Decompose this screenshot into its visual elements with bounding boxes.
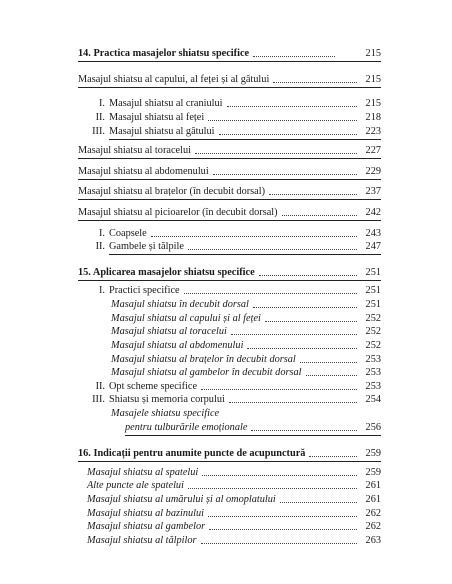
- toc-entry-page: 254: [365, 394, 381, 405]
- toc-entry-number: III.: [92, 126, 105, 137]
- toc-entry-page: 261: [365, 480, 381, 491]
- toc-entry-page: 259: [365, 467, 381, 478]
- leader-dots: [195, 153, 357, 154]
- toc-entry: [78, 298, 381, 311]
- entry-rule: [78, 199, 381, 200]
- entry-rule: [78, 158, 381, 159]
- toc-entry-page: 263: [365, 535, 381, 546]
- leader-dots: [208, 120, 357, 121]
- leader-dots: [309, 456, 357, 457]
- toc-entry-page: 242: [365, 207, 381, 218]
- entry-rule: [109, 254, 381, 255]
- leader-dots: [269, 194, 357, 195]
- entry-rule: [78, 61, 381, 62]
- toc-entry-number: II.: [95, 241, 105, 252]
- toc-entry-number: II.: [95, 112, 105, 123]
- toc-entry-page: 229: [365, 166, 381, 177]
- entry-rule: [78, 179, 381, 180]
- leader-dots: [280, 502, 357, 503]
- leader-dots: [209, 529, 357, 530]
- toc-entry: [78, 507, 381, 520]
- toc-entry-title: Gambele și tălpile: [109, 241, 184, 252]
- toc-entry-title: Masajul shiatsu al capului și al feței: [111, 313, 261, 324]
- leader-dots: [251, 430, 357, 431]
- toc-entry-number: I.: [98, 285, 105, 296]
- leader-dots: [265, 321, 357, 322]
- toc-entry-page: 215: [365, 48, 381, 59]
- toc-entry-page: 253: [365, 367, 381, 378]
- toc-entry: [78, 493, 381, 506]
- entry-rule: [78, 87, 381, 88]
- leader-dots: [306, 375, 358, 376]
- leader-dots: [227, 106, 357, 107]
- toc-entry: [78, 97, 381, 110]
- toc-entry: [78, 479, 381, 492]
- toc-entry-title: Masajul shiatsu al tălpilor: [87, 535, 197, 546]
- toc-entry-title: Masajul shiatsu al picioarelor (în decubit dorsal): [78, 207, 278, 218]
- leader-dots: [188, 488, 357, 489]
- leader-dots: [201, 543, 357, 544]
- toc-entry: [78, 144, 381, 157]
- toc-entry-page: 247: [365, 241, 381, 252]
- toc-entry-page: 251: [365, 267, 381, 278]
- toc-entry: [78, 165, 381, 178]
- toc-entry: [78, 380, 381, 393]
- toc-entry-number: I.: [98, 228, 105, 239]
- toc-entry-page: 251: [365, 299, 381, 310]
- toc-entry: [78, 447, 381, 460]
- toc-entry-title: Masajul shiatsu al gâtului: [109, 126, 215, 137]
- toc-entry-title: Masajul shiatsu al brațelor în decubit dorsal: [111, 354, 296, 365]
- toc-entry-title: Masajul shiatsu al gambelor: [87, 521, 206, 532]
- leader-dots: [247, 348, 357, 349]
- toc-entry-title: Masajul shiatsu al abdomenului: [111, 340, 244, 351]
- toc-entry-page: 262: [365, 521, 381, 532]
- toc-entry-page: 253: [365, 381, 381, 392]
- toc-entry: [78, 366, 381, 379]
- leader-dots: [213, 174, 357, 175]
- leader-dots: [282, 215, 357, 216]
- toc-entry-page: 227: [365, 145, 381, 156]
- leader-dots: [300, 362, 357, 363]
- leader-dots: [253, 56, 335, 57]
- toc-entry-title: pentru tulburările emoționale: [125, 422, 248, 433]
- toc-entry-title: Coapsele: [109, 228, 147, 239]
- leader-dots: [184, 293, 357, 294]
- toc-entry: [78, 421, 381, 434]
- toc-entry-title: Masajul shiatsu al capului, al feței și al gâtului: [78, 74, 270, 85]
- toc-entry-title: Shiatsu și memoria corpului: [109, 394, 225, 405]
- toc-entry-page: 218: [365, 112, 381, 123]
- entry-rule: [78, 280, 381, 281]
- toc-entry-title: Masajul shiatsu al craniului: [109, 98, 223, 109]
- toc-entry: [78, 339, 381, 352]
- leader-dots: [229, 402, 357, 403]
- toc-entry-page: 215: [365, 98, 381, 109]
- toc-entry: [78, 240, 381, 253]
- toc-entry-page: 223: [365, 126, 381, 137]
- toc-entry-title: Masajul shiatsu al umărului și al omoplatului: [87, 494, 276, 505]
- leader-dots: [253, 307, 357, 308]
- leader-dots: [201, 389, 357, 390]
- leader-dots: [273, 82, 357, 83]
- toc-entry: [78, 227, 381, 240]
- toc-entry-page: 253: [365, 354, 381, 365]
- toc-entry: [78, 111, 381, 124]
- toc-entry-page: 251: [365, 285, 381, 296]
- toc-entry-title: Masajele shiatsu specifice: [111, 408, 220, 419]
- toc-entry-page: 237: [365, 186, 381, 197]
- toc-entry: [78, 284, 381, 297]
- toc-entry-title: Masajul shiatsu al spatelui: [87, 467, 199, 478]
- toc-entry-title: Masajul shiatsu în decubit dorsal: [111, 299, 249, 310]
- toc-entry-title: Masajul shiatsu al feței: [109, 112, 205, 123]
- toc-entry: [78, 325, 381, 338]
- entry-rule: [78, 220, 381, 221]
- toc-entry-page: 259: [365, 448, 381, 459]
- toc-entry: [78, 312, 381, 325]
- toc-entry-page: 252: [365, 340, 381, 351]
- toc-entry-title: 16. Indicații pentru anumite puncte de acupunctură: [78, 448, 306, 459]
- toc-entry-title: 14. Practica masajelor shiatsu specifice: [78, 48, 250, 59]
- toc-entry-title: Masajul shiatsu al bazinului: [87, 508, 204, 519]
- toc-entry-page: 261: [365, 494, 381, 505]
- toc-entry-page: 215: [365, 74, 381, 85]
- toc-entry: [78, 73, 381, 86]
- toc-entry: [78, 125, 381, 138]
- toc-entry-title: Masajul shiatsu al gambelor în decubit dorsal: [111, 367, 302, 378]
- toc-entry-page: 252: [365, 326, 381, 337]
- toc-entry-title: Alte puncte ale spatelui: [87, 480, 184, 491]
- leader-dots: [202, 475, 357, 476]
- toc-entry: [78, 407, 381, 420]
- toc-entry: [78, 185, 381, 198]
- toc-entry: [78, 47, 381, 60]
- toc-entry: [78, 206, 381, 219]
- toc-entry-page: 243: [365, 228, 381, 239]
- leader-dots: [188, 249, 357, 250]
- toc-entry-page: 262: [365, 508, 381, 519]
- entry-rule: [78, 461, 381, 462]
- entry-rule: [109, 139, 381, 140]
- leader-dots: [231, 334, 357, 335]
- toc-entry: [78, 353, 381, 366]
- toc-entry-title: Masajul shiatsu al toracelui: [78, 145, 191, 156]
- toc-entry: [78, 393, 381, 406]
- toc-entry-title: 15. Aplicarea masajelor shiatsu specifice: [78, 267, 255, 278]
- toc-entry: [78, 534, 381, 547]
- toc-entry-number: II.: [95, 381, 105, 392]
- toc-entry-number: III.: [92, 394, 105, 405]
- toc-entry: [78, 466, 381, 479]
- toc-entry: [78, 520, 381, 533]
- toc-entry-title: Masajul shiatsu al toracelui: [111, 326, 227, 337]
- toc-entry-page: 252: [365, 313, 381, 324]
- toc-entry-title: Masajul shiatsu al abdomenului: [78, 166, 209, 177]
- toc-entry: [78, 266, 381, 279]
- leader-dots: [259, 275, 357, 276]
- toc-entry-page: 256: [365, 422, 381, 433]
- leader-dots: [151, 236, 357, 237]
- toc-entry-number: I.: [98, 98, 105, 109]
- toc-entry-title: Opt scheme specifice: [109, 381, 198, 392]
- toc-entry-title: Practici specifice: [109, 285, 180, 296]
- entry-rule: [125, 435, 381, 436]
- toc-entry-title: Masajul shiatsu al brațelor (în decubit dorsal): [78, 186, 266, 197]
- leader-dots: [219, 134, 357, 135]
- leader-dots: [208, 516, 357, 517]
